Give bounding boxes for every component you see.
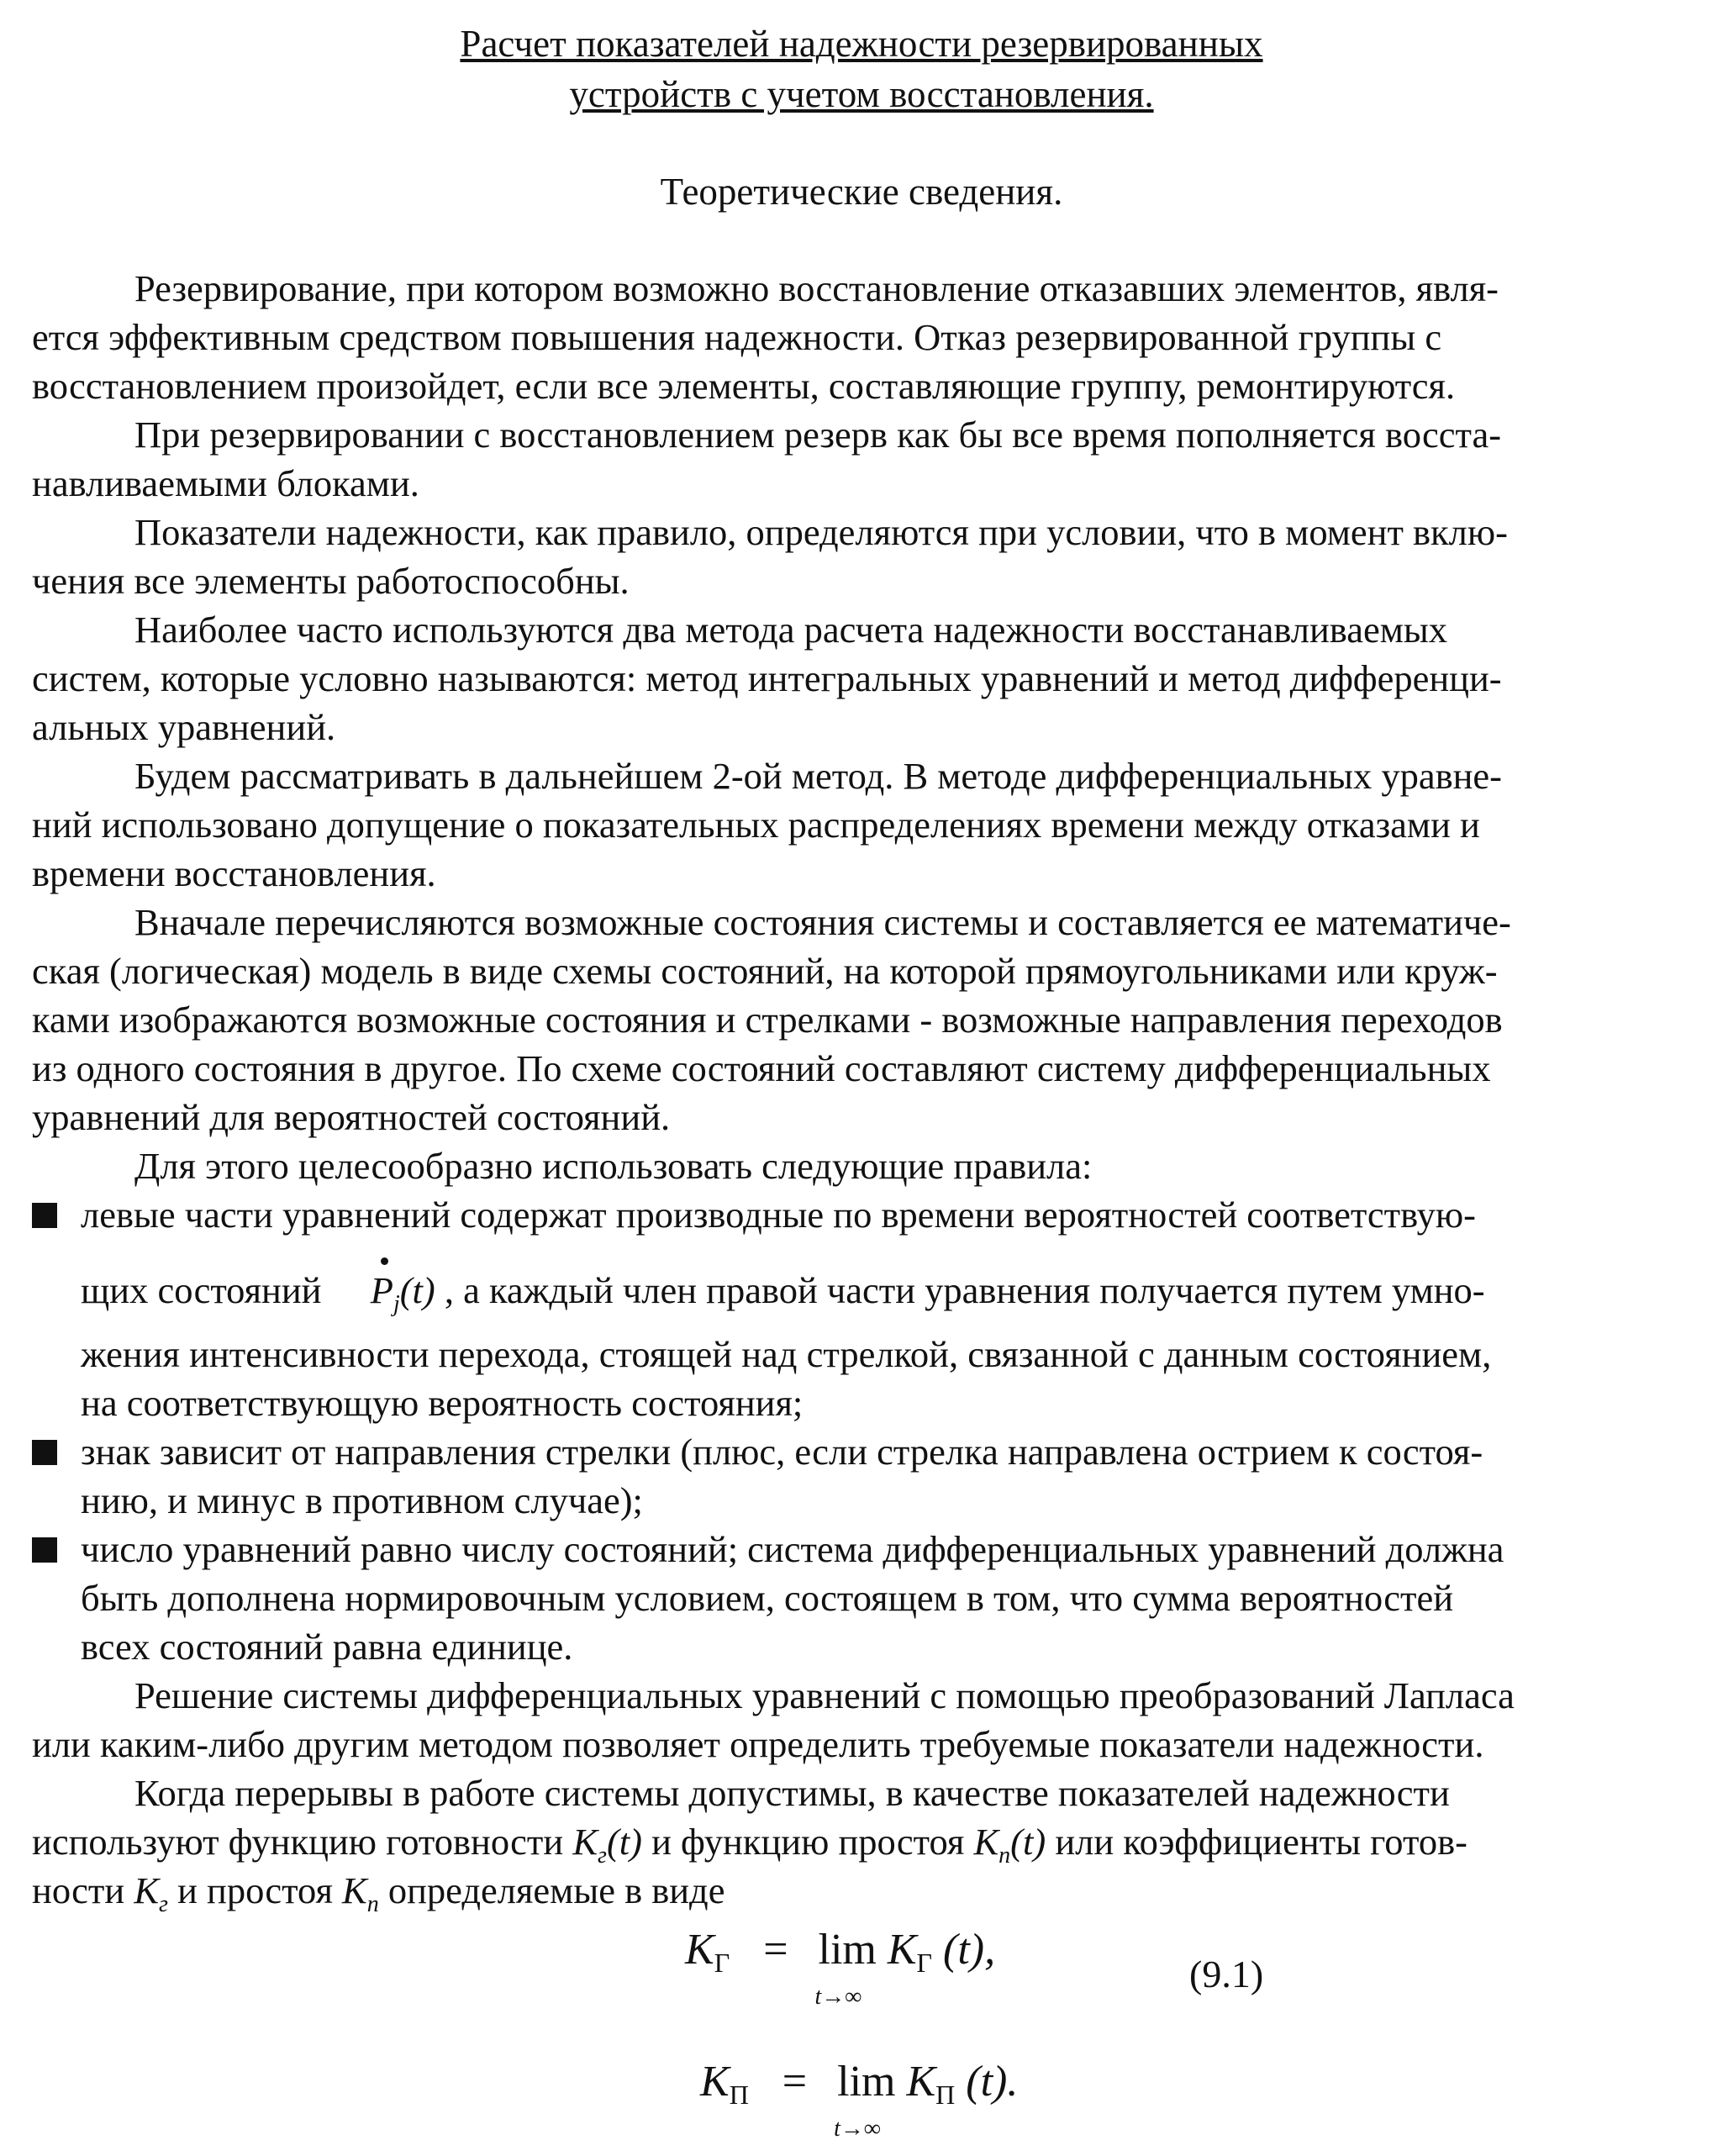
list-item-line: знак зависит от направления стрелки (плюс, если стрелка направлена острием к состоя-: [81, 1431, 1483, 1473]
lim-operator: lim t→∞: [814, 1926, 877, 2010]
paragraph-line: Резервирование, при котором возможно восстановление отказавших элементов, явля-: [134, 267, 1499, 309]
paragraph-line: ется эффективным средством повышения надежности. Отказ резервированной группы с: [32, 316, 1442, 358]
list-item-line: левые части уравнений содержат производные по времени вероятностей соответствую-: [81, 1194, 1476, 1236]
paragraph-line: времени восстановления.: [32, 852, 436, 894]
document-title-line-1: Расчет показателей надежности резервированных: [460, 23, 1263, 65]
paragraph-line: Показатели надежности, как правило, определяются при условии, что в момент вклю-: [134, 511, 1508, 553]
paragraph-line: навливаемыми блоками.: [32, 462, 419, 504]
list-item-text: , а каждый член правой части уравнения получается путем умно-: [444, 1269, 1485, 1311]
list-item-text: щих состояний: [81, 1269, 322, 1311]
paragraph-line: Будем рассматривать в дальнейшем 2-ой метод. В методе дифференциальных уравне-: [134, 755, 1502, 797]
pj-argument: (t): [399, 1269, 435, 1311]
paragraph-line: Решение системы дифференциальных уравнений с помощью преобразований Лапласа: [134, 1674, 1515, 1716]
paragraph-line: уравнений для вероятностей состояний.: [32, 1096, 671, 1138]
kg-coefficient: K: [134, 1869, 159, 1911]
paragraph-line: Наиболее часто используются два метода расчета надежности восстанавливаемых: [134, 609, 1448, 651]
paragraph-line: систем, которые условно называются: метод интегральных уравнений и метод дифференци-: [32, 657, 1502, 699]
square-bullet-icon: [32, 1440, 57, 1465]
paragraph-line: Когда перерывы в работе системы допустимы, в качестве показателей надежности: [134, 1772, 1450, 1814]
kn-coefficient: K: [342, 1869, 367, 1911]
pj-subscript: j: [393, 1291, 400, 1317]
paragraph-line: или каким-либо другим методом позволяет определить требуемые показатели надежности.: [32, 1723, 1484, 1765]
document-title-line-2: устройств с учетом восстановления.: [569, 73, 1154, 115]
formula-downtime: KП = lim t→∞ KП (t).: [700, 2055, 1018, 2122]
paragraph-line: Для этого целесообразно использовать следующие правила:: [134, 1145, 1093, 1187]
list-item-line: [81, 1266, 1485, 1329]
paragraph-line: восстановлением произойдет, если все элементы, составляющие группу, ремонтируются.: [32, 365, 1456, 407]
section-heading: Теоретические сведения.: [660, 171, 1063, 213]
lim-operator: lim t→∞: [834, 2058, 896, 2142]
paragraph-line: ний использовано допущение о показательных распределениях времени между отказами и: [32, 804, 1480, 846]
paragraph-line: При резервировании с восстановлением резерв как бы все время пополняется восста-: [134, 414, 1502, 456]
list-item-line: быть дополнена нормировочным условием, состоящем в том, что сумма вероятностей: [81, 1577, 1454, 1619]
formula-availability: KГ = lim t→∞ KГ (t),: [685, 1923, 995, 1990]
square-bullet-icon: [32, 1537, 57, 1563]
paragraph-line: Вначале перечисляются возможные состояния системы и составляется ее математиче-: [134, 901, 1511, 943]
list-item-line: всех состояний равна единице.: [81, 1626, 573, 1668]
paragraph-line: чения все элементы работоспособны.: [32, 560, 630, 602]
paragraph-line: ности $K_г$ и простоя $K_п$ определяемые в виде: [32, 1869, 725, 1917]
kn-function: K: [973, 1821, 999, 1863]
list-item-line: нию, и минус в противном случае);: [81, 1479, 643, 1521]
p-dot-derivative: P: [371, 1266, 393, 1315]
kg-function: K: [572, 1821, 598, 1863]
paragraph-line: альных уравнений.: [32, 706, 336, 748]
paragraph-line: используют функцию готовности $K_г(t)$ и функцию простоя $K_п(t)$ или коэффициенты готов-: [32, 1821, 1467, 1869]
paragraph-line: ская (логическая) модель в виде схемы состояний, на которой прямоугольниками или круж-: [32, 950, 1498, 992]
square-bullet-icon: [32, 1203, 57, 1228]
equation-number: (9.1): [1189, 1953, 1264, 1995]
paragraph-line: из одного состояния в другое. По схеме состояний составляют систему дифференциальных: [32, 1047, 1491, 1089]
list-item-line: число уравнений равно числу состояний; система дифференциальных уравнений должна: [81, 1528, 1504, 1570]
list-item-line: на соответствующую вероятность состояния;: [81, 1382, 804, 1424]
paragraph-line: ками изображаются возможные состояния и стрелками - возможные направления переходов: [32, 999, 1503, 1041]
list-item-line: жения интенсивности перехода, стоящей над стрелкой, связанной с данным состоянием,: [81, 1333, 1492, 1375]
